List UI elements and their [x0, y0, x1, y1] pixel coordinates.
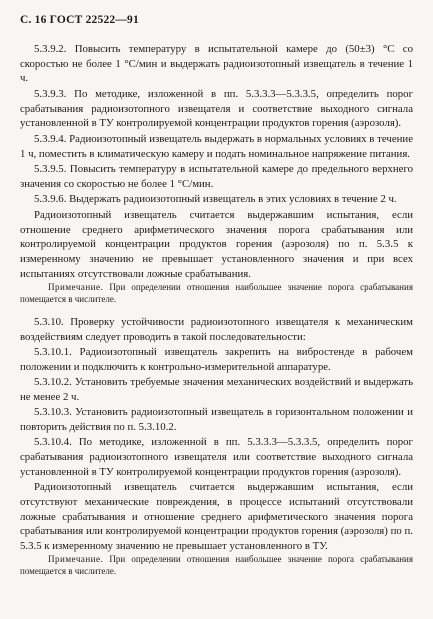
note-2	[20, 554, 413, 578]
paragraph-5-3-9-3: 5.3.9.3. По методике, изложенной в пп. 5.3.3.3—5.3.3.5, определить порог срабатывания радиоизотопного извещателя и соответствие выходного сигнала установленной в ТУ контролируемой концентрации продуктов горения (аэрозоля).	[20, 88, 413, 130]
paragraph-5-3-10-2: 5.3.10.2. Установить требуемые значения механических воздействий и выдержать не менее 2 ч.	[20, 376, 413, 404]
note-1-text: При определении отношения наибольшее значение порога срабатывания помещается в числителе.	[20, 282, 413, 304]
note-1	[20, 282, 413, 306]
paragraph-result-2: Радиоизотопный извещатель считается выдержавшим испытания, если отсутствуют механические повреждения, в процессе испытаний отсутствовали ложные срабатывания и отношение среднего арифметического значения порога срабатывания или контролируемой концентрации продуктов горения (аэрозоля) по п. 5.3.5 к измеренному значению не превышает установленного в ТУ.	[20, 481, 413, 553]
note-2-lead: Примечание.	[48, 554, 104, 565]
paragraph-5-3-10-1: 5.3.10.1. Радиоизотопный извещатель закрепить на вибростенде в рабочем положении и подключить к контрольно-измерительной аппаратуре.	[20, 346, 413, 374]
page-header: С. 16 ГОСТ 22522—91	[20, 14, 139, 26]
paragraph-5-3-9-6: 5.3.9.6. Выдержать радиоизотопный извещатель в этих условиях в течение 2 ч.	[34, 193, 397, 205]
note-2-text: При определении отношения наибольшее значение порога срабатывания помещается в числителе.	[20, 554, 413, 577]
paragraph-result-1: Радиоизотопный извещатель считается выдержавшим испытания, если отношение среднего арифметического значения порога срабатывания или контролируемой концентрации продуктов горения (аэрозоля) по п. 5.3.5 к измеренному значению не превышает установленного значения и при всех испытаниях отсутствовали ложные срабатывания.	[20, 209, 413, 280]
paragraph-5-3-9-5: 5.3.9.5. Повысить температуру в испытательной камере до предельного верхнего значения со скоростью не более 1 °С/мин.	[20, 163, 413, 190]
paragraph-5-3-9-4: 5.3.9.4. Радиоизотопный извещатель выдержать в нормальных условиях в течение 1 ч, поместить в климатическую камеру и подать номинальное напряжение питания.	[20, 133, 413, 160]
paragraph-5-3-10-4: 5.3.10.4. По методике, изложенной в пп. 5.3.3.3—5.3.3.5, определить порог срабатывания радиоизотопного извещателя или соответствие выходного сигнала установленной в ТУ контролируемой концентрации продуктов горения (аэрозоля).	[20, 436, 413, 478]
note-1-lead: Примечание.	[48, 282, 104, 292]
paragraph-5-3-10: 5.3.10. Проверку устойчивости радиоизотопного извещателя к механическим воздействиям следует проводить в такой последовательности:	[20, 316, 413, 344]
paragraph-5-3-10-3: 5.3.10.3. Установить радиоизотопный извещатель в горизонтальном положении и повторить действия по п. 5.3.10.2.	[20, 406, 413, 434]
paragraph-5-3-9-2: 5.3.9.2. Повысить температуру в испытательной камере до (50±3) °С со скоростью не более 1 °С/мин и выдержать радиоизотопный извещатель в течение 1 ч.	[20, 43, 413, 85]
